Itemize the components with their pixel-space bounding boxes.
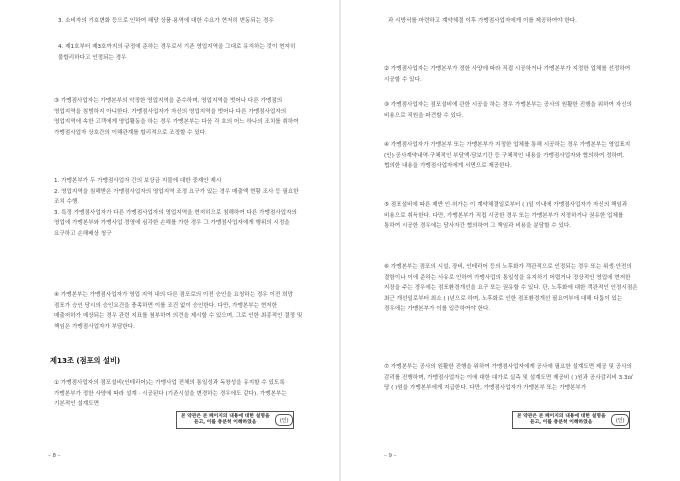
clause-paragraph-3: ③ 가맹점사업자는 점포설비에 관한 시공을 하는 경우 가맹본부는 공사의 원활한 진행을 위하여 자신의 비용으로 직원을 파견할 수 있다. bbox=[384, 102, 632, 119]
clause-paragraph-2: ② 가맹점사업자는 가맹본부가 정한 사양에 따라 직접 시공하거나 가맹본부가 지정한 업체를 선정하여 시공할 수 있다. bbox=[384, 66, 631, 83]
right-page bbox=[340, 0, 680, 481]
clause-item-4: 4. 제1호부터 제3호까지의 규정에 준하는 경우로서 기존 영업지역을 그대로 유지하는 것이 현저히 불합리하다고 인정되는 경우 bbox=[58, 44, 296, 61]
clause-item-3: 3. 소비자의 기호변화 등으로 인하여 해당 상품·용역에 대한 수요가 현저히 변동되는 경우 bbox=[58, 18, 274, 24]
clause-paragraph-3: ③ 가맹점사업자는 가맹본부의 악정한 영업지역을 준수하며, 영업지역을 벗어나 다른 가맹점의 영업지역을 침범하지 아니한다. 가맹점사업자가 자신의 영업지역을 벗어나 다른 가맹점사업자의 영업지역에 속한 고객에게 영업활동을 하는 경우 가맹본부는 다음 각 호의 어느 하나의 조치를 취하여 가맹점사업자 상호간의 이해관계를 합리적으로 조정할 수 있다. bbox=[54, 98, 299, 136]
seal-mark: (인) bbox=[275, 414, 293, 426]
acknowledgement-text: 본 약관은 본 페이지의 내용에 대한 설명을 듣고, 이를 충분히 이해하였음 bbox=[180, 414, 270, 425]
clause-paragraph-4: ④ 가맹본부는 가맹점사업자가 영업 지역 내의 다른 점포로의 이전 승인을 요청하는 경우 이전 희망 점포가 승인 당시의 승인요건을 충족하면 이를 조건 없이 승인한다. 다만, 가맹본부는 현저한 매출저하가 예상되는 경우 관련 지표를 첨부하여 의견을 제시할 수 있으며, 그로 인한 최종적인 결정 및 책임은 가맹점사업자가 부담한다. bbox=[54, 292, 303, 330]
page-number: – 9 – bbox=[384, 453, 397, 459]
acknowledgement-box bbox=[512, 411, 630, 429]
section-heading: 제13조 (점포의 설비) bbox=[50, 356, 121, 365]
clause-continuation: 과 시방서를 마련하고 계약체결 이후 가맹점사업자에게 이를 제공하여야 한다. bbox=[388, 18, 577, 24]
clause-paragraph-6: ⑥ 가맹본부는 점포의 시설, 장비, 인테리어 등의 노후화가 객관적으로 인정되는 경우 또는 위생·안전의 결함이나 이에 준하는 사유로 인하여 가맹사업의 통일성을 유지하기 어렵거나 정상적인 영업에 현저한 지장을 주는 경우에는 점포환경개선을 요구 또는 권유할 수 있다. 단, 노후화에 대한 객관적인 인정시점은 최근 개선일로부터 최소 ( )년으로 하며, 노후화로 인한 점포환경개선 필요여부에 대해 다툼이 있는 경우에는 가맹본부가 이를 입증하여야 한다. bbox=[384, 264, 638, 313]
clause-paragraph-5: ⑤ 점포설비에 따른 제반 인·허가는 이 계약체결일로부터 ( )일 이내에 가맹점사업자가 자신의 책임과 비용으로 취득한다. 다만, 가맹본부가 직접 시공한 경우 또는 가맹본부가 지정하거나 권유한 업체를 통하여 시공한 경우에는 당사자간 협의하여 그 책임과 비용을 분담할 수 있다. bbox=[384, 202, 628, 230]
acknowledgement-box bbox=[176, 411, 294, 429]
page-number: – 8 – bbox=[48, 453, 61, 459]
clause-sub-items: 1. 가맹본부가 두 가맹점사업자 간의 보상금 지불에 대한 중재안 제시 2. 영업지역을 침해받은 가맹점사업자의 영업지역 조정 요구가 있는 경우 매출액 현황 조사 등 필요한 조치 수행 3. 특정 가맹점사업자가 다른 가맹점사업자의 영업지역을 현저히으로 침해하여 다른 가맹점사업자의 영업에 가맹본부와 가맹사업 경영에 심각한 손해를 가한 경우 그 가맹점사업자에게 행위의 시정을 요구하고 손해배상 청구 bbox=[54, 178, 299, 237]
clause-paragraph-1: ① 가맹점사업자의 점포설비(인테리어)는 가맹사업 전체의 통일성과 독창성을 유지할 수 있도록 가맹본부가 정한 사양에 따라 설계 · 시공된다 (기존시설을 변경하는 경우에도 같다). 가맹본부는 기본적인 설계도면 bbox=[54, 380, 287, 408]
acknowledgement-text: 본 약관은 본 페이지의 내용에 대한 설명을 듣고, 이를 충분히 이해하였음 bbox=[516, 414, 606, 425]
seal-mark: (인) bbox=[611, 414, 629, 426]
clause-paragraph-7: ⑦ 가맹본부는 공사의 원활한 진행을 위하여 가맹점사업자에게 공사에 필요한 설계도면 제공 및 공사의 감리를 진행하며, 가맹점사업자는 이에 대한 대가로 실측 및 설계도면 제공비 ( )원과 공사감리비 3.3㎡당 ( )원을 가맹본부에게 지급한다. 다만, 가맹점사업자가 가맹본부 또는 가맹본부가 bbox=[384, 364, 634, 392]
clause-paragraph-4: ④ 가맹점사업자가 가맹본부 또는 가맹본부가 지정한 업체를 통해 시공하는 경우 가맹본부는 영업표지(인)·공사계약내역·구체적인 부담액·담보기간 등 구체적인 내용을 가맹점사업자와 협의하여 정하며, 협의한 내용을 가맹점사업자에게 서면으로 제공한다. bbox=[384, 142, 631, 170]
